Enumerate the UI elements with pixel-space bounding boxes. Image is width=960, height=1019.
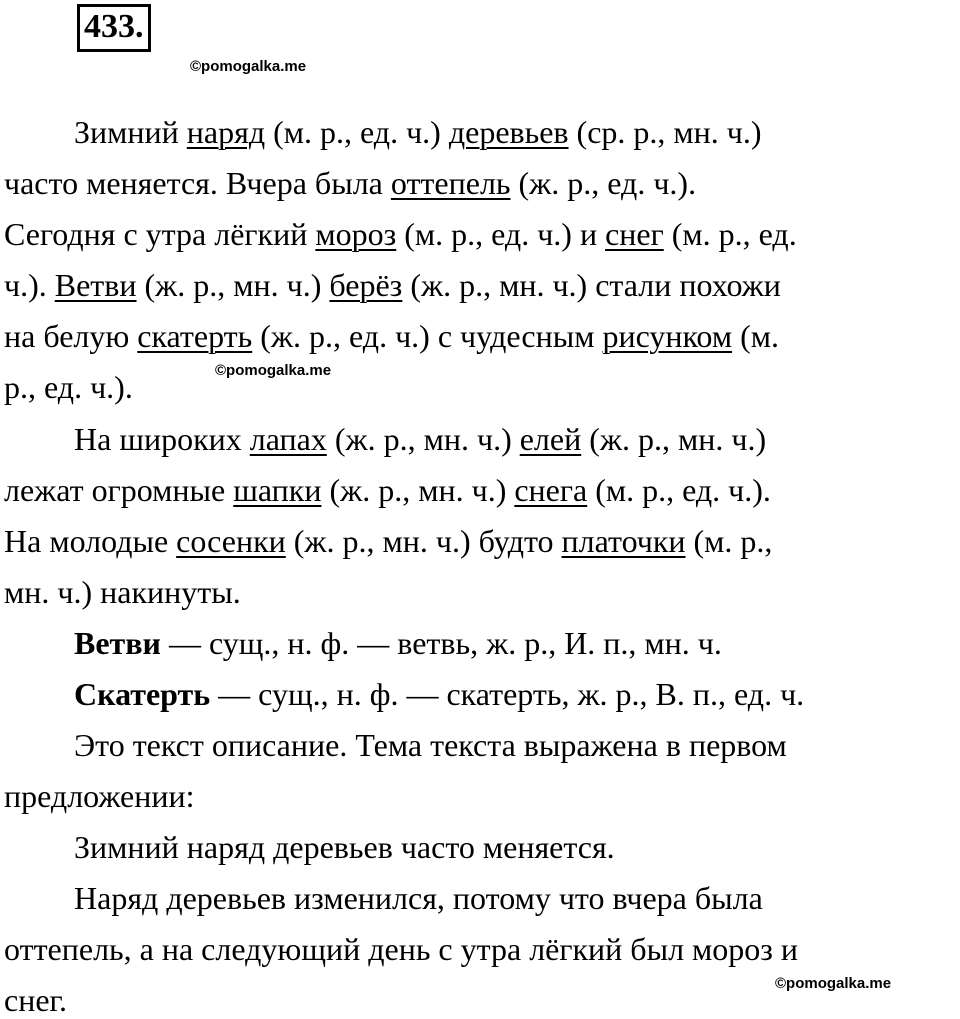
p1-line-4: ч.). Ветви (ж. р., мн. ч.) берёз (ж. р., мн. ч.) стали похожи: [4, 267, 781, 303]
underlined-noun: шапки: [233, 472, 322, 508]
underlined-noun: лапах: [249, 421, 327, 457]
underlined-noun: снег: [605, 216, 664, 252]
underlined-noun: Ветви: [54, 267, 137, 303]
underlined-noun: елей: [519, 421, 582, 457]
underlined-noun: снега: [514, 472, 588, 508]
p2-line-3: На молодые сосенки (ж. р., мн. ч.) будто платочки (м. р.,: [4, 523, 773, 559]
analysis-word-2: Скатерть: [74, 676, 211, 712]
p1-line-2: часто меняется. Вчера была оттепель (ж. р., ед. ч.).: [4, 165, 697, 201]
topic-sentence: Зимний наряд деревьев часто меняется.: [74, 829, 615, 865]
p1-line-6: р., ед. ч.).: [4, 369, 133, 405]
text-type-line-2: предложении:: [4, 778, 195, 814]
underlined-noun: деревьев: [448, 114, 569, 150]
watermark-bottom: ©pomogalka.me: [775, 975, 892, 992]
analysis-line-1: Ветви — сущ., н. ф. — ветвь, ж. р., И. п., мн. ч.: [74, 625, 722, 661]
watermark-middle: ©pomogalka.me: [215, 362, 332, 379]
underlined-noun: сосенки: [176, 523, 286, 559]
underlined-noun: наряд: [186, 114, 266, 150]
p1-line-5: на белую скатерть (ж. р., ед. ч.) с чудесным рисунком (м.: [4, 318, 779, 354]
p2-line-1: На широких лапах (ж. р., мн. ч.) елей (ж. р., мн. ч.): [74, 421, 767, 457]
underlined-noun: платочки: [561, 523, 686, 559]
conclusion-line-2: оттепель, а на следующий день с утра лёгкий был мороз и: [4, 931, 799, 967]
underlined-noun: рисунком: [602, 318, 733, 354]
underlined-noun: оттепель: [390, 165, 511, 201]
conclusion-line-3: снег.: [4, 982, 68, 1018]
p2-line-2: лежат огромные шапки (ж. р., мн. ч.) снега (м. р., ед. ч.).: [4, 472, 771, 508]
task-number: 433.: [77, 4, 151, 52]
conclusion-line-1: Наряд деревьев изменился, потому что вчера была: [74, 880, 763, 916]
p1-line-1: Зимний наряд (м. р., ед. ч.) деревьев (ср. р., мн. ч.): [74, 114, 762, 150]
underlined-noun: скатерть: [137, 318, 253, 354]
analysis-word-1: Ветви: [74, 625, 161, 661]
text-type-line-1: Это текст описание. Тема текста выражена в первом: [74, 727, 787, 763]
analysis-line-2: Скатерть — сущ., н. ф. — скатерть, ж. р., В. п., ед. ч.: [74, 676, 805, 712]
p1-line-3: Сегодня с утра лёгкий мороз (м. р., ед. ч.) и снег (м. р., ед.: [4, 216, 797, 252]
underlined-noun: мороз: [315, 216, 397, 252]
p2-line-4: мн. ч.) накинуты.: [4, 574, 241, 610]
underlined-noun: берёз: [329, 267, 403, 303]
watermark-top: ©pomogalka.me: [190, 58, 307, 75]
